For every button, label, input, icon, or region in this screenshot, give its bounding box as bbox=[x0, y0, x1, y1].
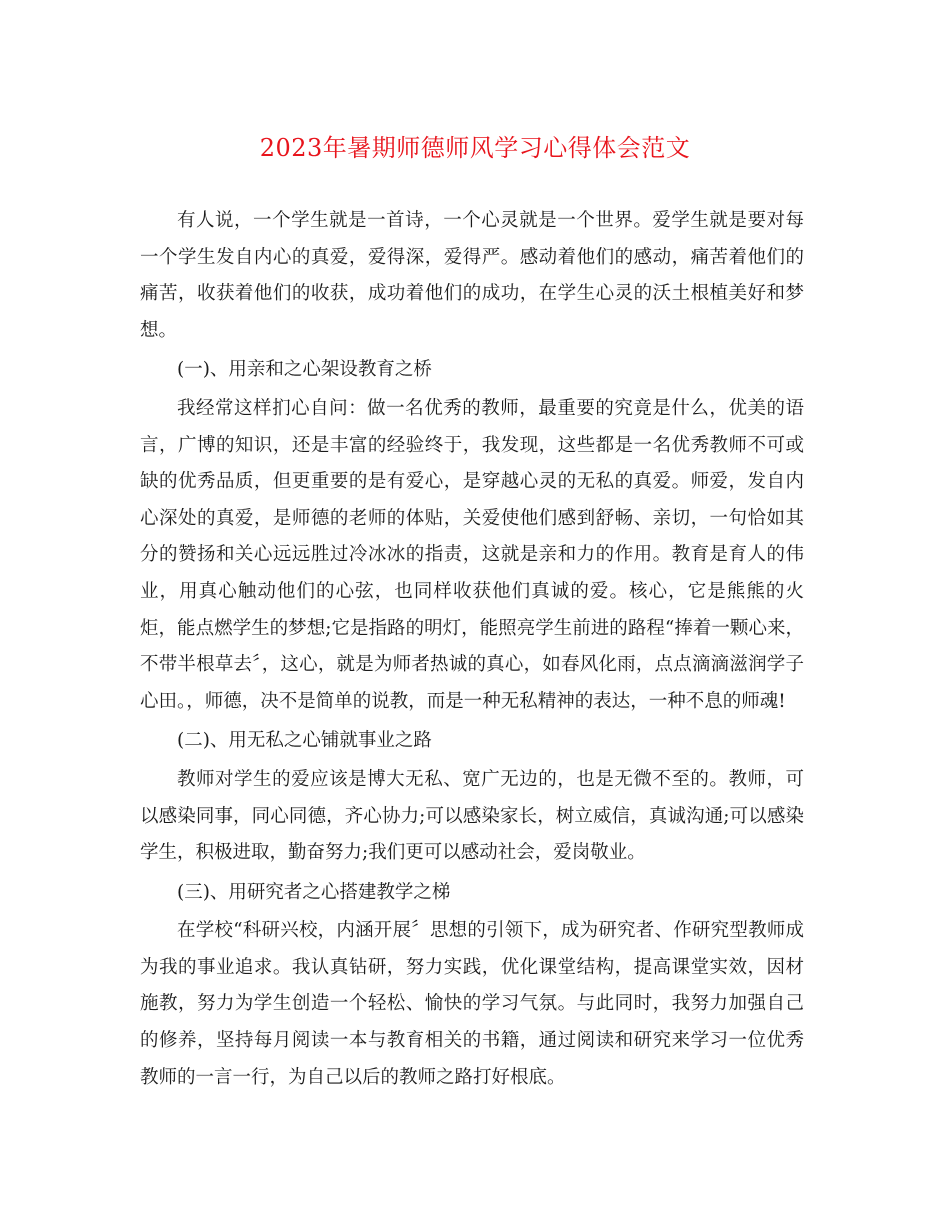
section-heading-2: (二)、用无私之心铺就事业之路 bbox=[177, 730, 432, 752]
section-heading-3: (三)、用研究者之心搭建教学之梯 bbox=[177, 881, 451, 903]
document-title: 2023年暑期师德师风学习心得体会范文 bbox=[259, 134, 691, 162]
section-heading-1: (一)、用亲和之心架设教育之桥 bbox=[177, 359, 432, 381]
document-body bbox=[140, 201, 804, 1096]
paragraph-section-3: 在学校“科研兴校，内涵开展〞思想的引领下，成为研究者、作研究型教师成为我的事业追求。我认真钻研，努力实践，优化课堂结构，提高课堂实效，因材施教，努力为学生创造一个轻松、愉快的学习气氛。与此同时，我努力加强自己的修养，坚持每月阅读一本与教育相关的书籍，通过阅读和研究来学习一位优秀教师的一言一行，为自己以后的教师之路打好根底。 bbox=[140, 920, 804, 1088]
paragraph-section-2: 教师对学生的爱应该是博大无私、宽广无边的，也是无微不至的。教师，可以感染同事，同心同德，齐心协力;可以感染家长，树立威信，真诚沟通;可以感染学生，积极进取，勤奋努力;我们更可以感动社会，爱岗敬业。 bbox=[140, 768, 804, 864]
paragraph-intro: 有人说，一个学生就是一首诗，一个心灵就是一个世界。爱学生就是要对每一个学生发自内心的真爱，爱得深，爱得严。感动着他们的感动，痛苦着他们的痛苦，收获着他们的收获，成功着他们的成功，在学生心灵的沃土根植美好和梦想。 bbox=[140, 210, 804, 341]
paragraph-section-1: 我经常这样扪心自问：做一名优秀的教师，最重要的究竟是什么，优美的语言，广博的知识，还是丰富的经验终于，我发现，这些都是一名优秀教师不可或缺的优秀品质，但更重要的是有爱心，是穿越心灵的无私的真爱。师爱，发自内心深处的真爱，是师德的老师的体贴，关爱使他们感到舒畅、亲切，一句恰如其分的赞扬和关心远远胜过冷冰冰的指责，这就是亲和力的作用。教育是育人的伟业，用真心触动他们的心弦，也同样收获他们真诚的爱。核心，它是熊熊的火炬，能点燃学生的梦想;它是指路的明灯，能照亮学生前进的路程“捧着一颗心来，不带半根草去〞，这心，就是为师者热诚的真心，如春风化雨，点点滴滴滋润学子心田。，师德，决不是简单的说教，而是一种无私精神的表达，一种不息的师魂! bbox=[140, 397, 804, 712]
